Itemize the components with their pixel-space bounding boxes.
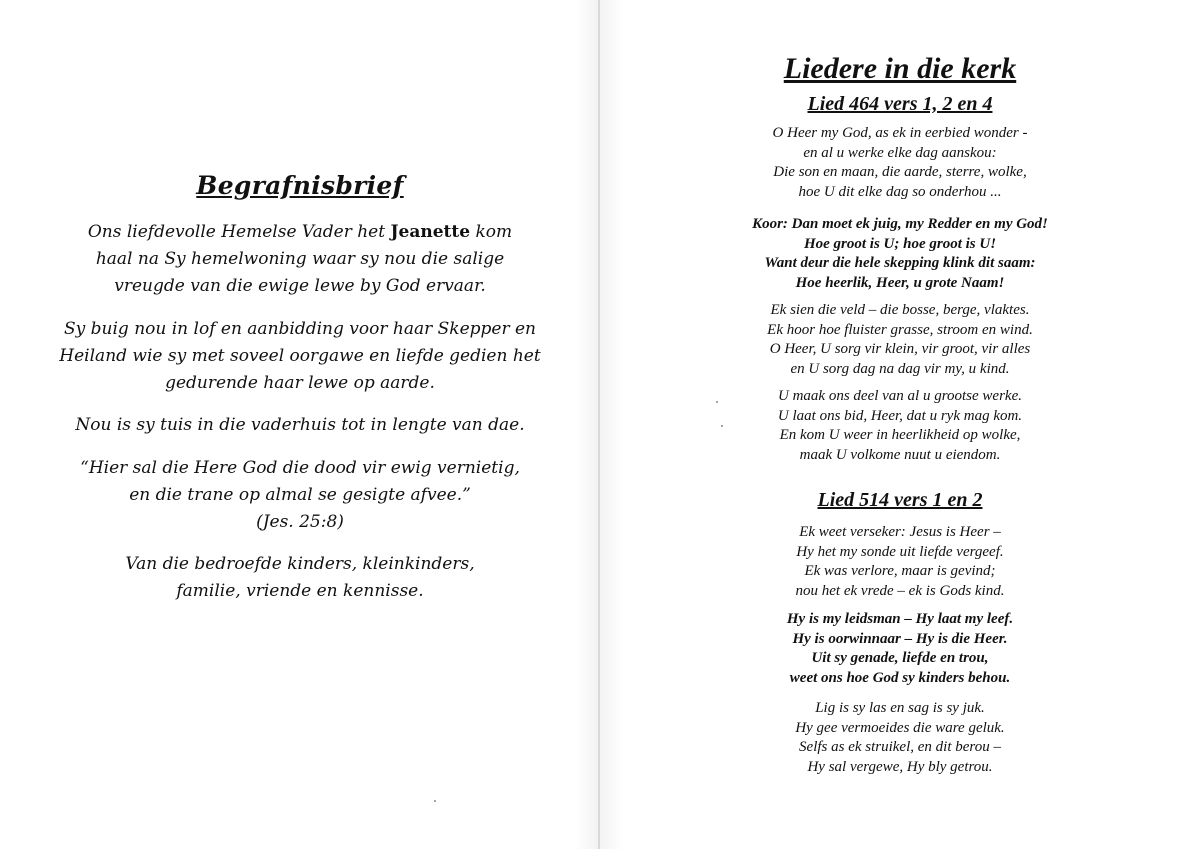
- verse-line: Hy het my sonde uit liefde vergeef.: [796, 543, 1004, 560]
- page-title: Begrafnisbrief: [196, 171, 404, 200]
- chorus-line: Koor: Dan moet ek juig, my Redder en my God!: [752, 216, 1048, 232]
- song1-verse1: [620, 124, 1180, 202]
- verse-line: O Heer, U sorg vir klein, vir groot, vir alles: [769, 341, 1031, 357]
- song1-chorus: [620, 215, 1180, 293]
- text-line: “Hier sal die Here God die dood vir ewig vernietig,: [80, 458, 520, 478]
- text-line: haal na Sy hemelwoning waar sy nou die salige: [95, 249, 505, 269]
- verse-line: Ek sien die veld – die bosse, berge, vlaktes.: [770, 302, 1030, 318]
- song2-heading: Lied 514 vers 1 en 2: [817, 489, 983, 511]
- chorus-line: weet ons hoe God sy kinders behou.: [789, 669, 1011, 686]
- chorus-line: Hy is oorwinnaar – Hy is die Heer.: [792, 630, 1008, 647]
- verse-line: Hy sal vergewe, Hy bly getrou.: [807, 758, 993, 775]
- song1-verse3: [620, 387, 1180, 465]
- song1-verse2: [620, 301, 1180, 379]
- deceased-name: Jeanette: [390, 222, 471, 242]
- chorus-line: Hoe heerlik, Heer, u grote Naam!: [795, 274, 1005, 291]
- paragraph-worship: [50, 316, 550, 397]
- verse-line: O Heer my God, as ek in eerbied wonder -: [772, 125, 1028, 141]
- verse-line: U maak ons deel van al u grootse werke.: [778, 388, 1022, 404]
- verse-line: Lig is sy las en sag is sy juk.: [815, 700, 985, 716]
- hymns-title: Liedere in die kerk: [783, 52, 1017, 85]
- text-line: Sy buig nou in lof en aanbidding voor haar Skepper en: [63, 319, 536, 339]
- verse-line: En kom U weer in heerlikheid op wolke,: [779, 427, 1021, 443]
- chorus-line: Want deur die hele skepping klink dit saam:: [764, 255, 1036, 271]
- speck: [434, 800, 436, 802]
- text-line: Nou is sy tuis in die vaderhuis tot in lengte van dae.: [75, 415, 525, 435]
- verse-line: nou het ek vrede – ek is Gods kind.: [795, 582, 1005, 599]
- verse-line: Die son en maan, die aarde, sterre, wolke,: [773, 164, 1027, 180]
- speck: [716, 401, 718, 403]
- verse-line: en U sorg dag na dag vir my, u kind.: [790, 360, 1010, 377]
- verse-line: U laat ons bid, Heer, dat u ryk mag kom.: [777, 407, 1023, 424]
- text-line: gedurende haar lewe op aarde.: [165, 373, 435, 393]
- chorus-line: Hoe groot is U; hoe groot is U!: [803, 235, 997, 252]
- verse-line: Ek was verlore, maar is gevind;: [804, 563, 996, 579]
- chorus-line: Hy is my leidsman – Hy laat my leef.: [786, 611, 1014, 627]
- paragraph-home: [50, 412, 550, 439]
- text-line: Heiland wie sy met soveel oorgawe en liefde gedien het: [59, 346, 541, 366]
- scripture-reference: (Jes. 25:8): [256, 512, 344, 532]
- verse-line: Ek hoor hoe fluister grasse, stroom en wind.: [767, 321, 1033, 338]
- verse-line: maak U volkome nuut u eiendom.: [799, 446, 1001, 463]
- right-page: [600, 0, 1200, 849]
- verse-line: en al u werke elke dag aanskou:: [803, 144, 997, 161]
- song2-verse2: [620, 699, 1180, 777]
- paragraph-family: [50, 551, 550, 605]
- verse-line: Selfs as ek struikel, en dit berou –: [799, 739, 1001, 755]
- song1-heading: Lied 464 vers 1, 2 en 4: [807, 93, 993, 115]
- text: Ons liefdevolle Hemelse Vader het: [87, 222, 391, 242]
- text-line: Van die bedroefde kinders, kleinkinders,: [125, 554, 475, 574]
- text-line: vreugde van die ewige lewe by God ervaar.: [114, 276, 486, 296]
- verse-line: Ek weet verseker: Jesus is Heer –: [799, 524, 1001, 540]
- scripture-quote: [50, 455, 550, 536]
- verse-line: Hy gee vermoeides die ware geluk.: [795, 719, 1005, 736]
- paragraph-intro: [50, 219, 550, 300]
- song2-verse1: [620, 523, 1180, 601]
- text: kom: [470, 222, 513, 242]
- text-line: familie, vriende en kennisse.: [176, 581, 424, 601]
- text-line: en die trane op almal se gesigte afvee.”: [129, 485, 471, 505]
- verse-line: hoe U dit elke dag so onderhou ...: [798, 183, 1002, 200]
- speck: [721, 425, 723, 427]
- chorus-line: Uit sy genade, liefde en trou,: [811, 650, 989, 666]
- song2-chorus: [620, 610, 1180, 688]
